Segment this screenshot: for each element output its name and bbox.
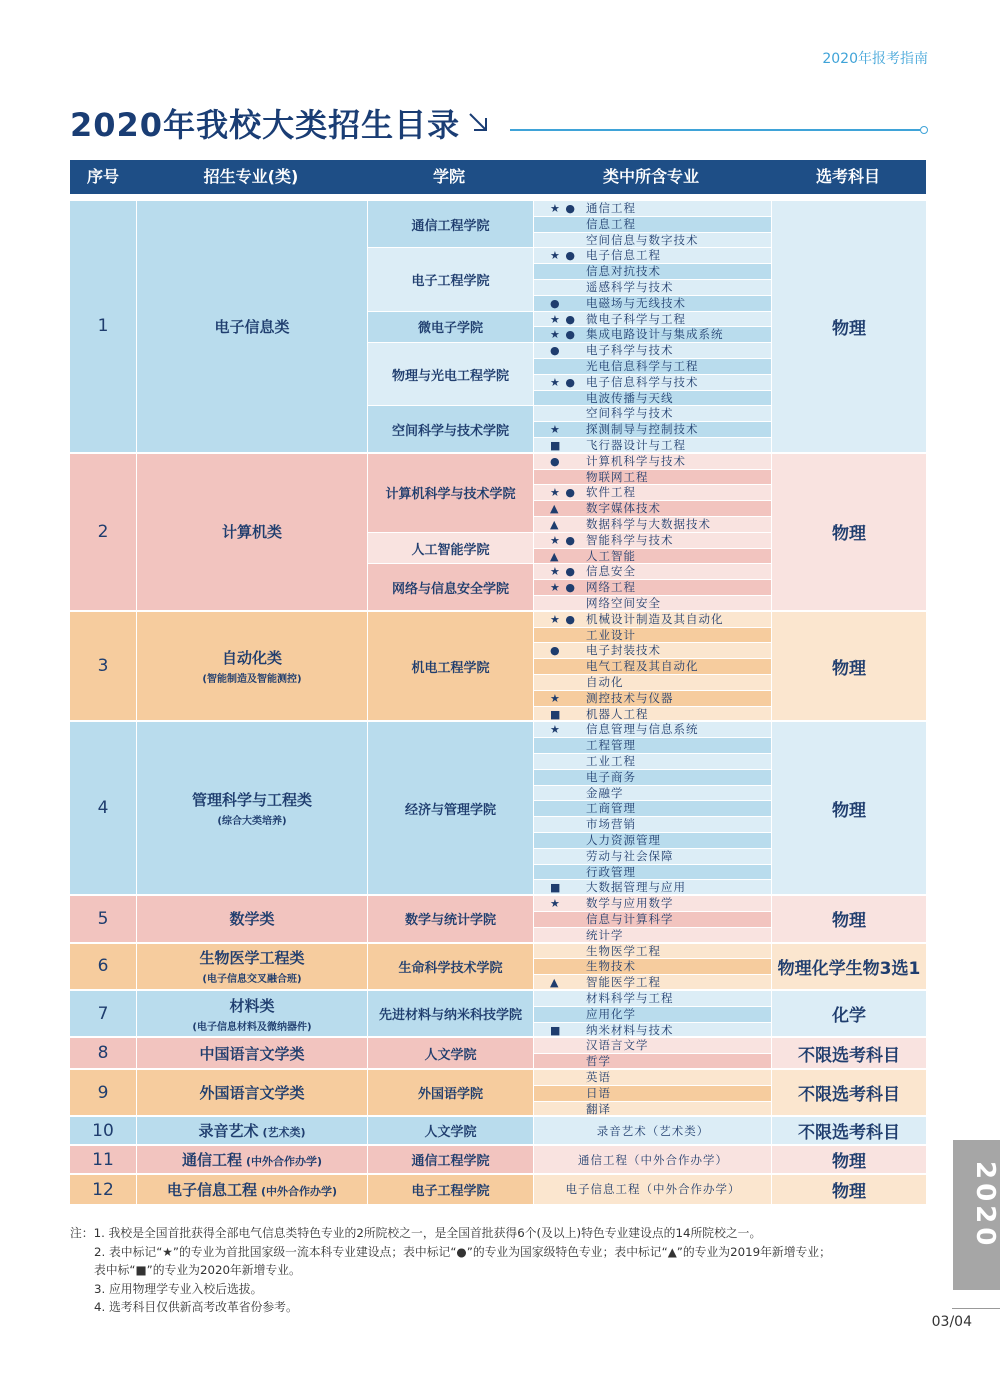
- college-cell: [368, 722, 533, 894]
- program-row: [534, 391, 771, 406]
- subject-text: 物理: [832, 1182, 866, 1203]
- program-row: [534, 438, 771, 452]
- program-mark: ▲: [550, 518, 560, 531]
- program-name: 探测制导与控制技术: [586, 422, 699, 437]
- program-name: 机器人工程: [586, 706, 649, 721]
- college-cell: [368, 201, 533, 247]
- program-mark: ★ ●: [550, 312, 576, 326]
- program-name: 劳动与社会保障: [586, 848, 674, 863]
- program-row: [534, 849, 771, 864]
- subject-text: 不限选考科目: [798, 1123, 900, 1144]
- program-row: [534, 928, 771, 942]
- program-row: [534, 343, 771, 358]
- program-row: [534, 786, 771, 801]
- college-name: 生命科学技术学院: [398, 960, 503, 976]
- program-row: [534, 675, 771, 690]
- college-name: 数学与统计学院: [404, 913, 496, 929]
- program-row: [534, 217, 771, 232]
- college-cell: [368, 454, 533, 532]
- program-name: 电子信息工程: [586, 248, 661, 263]
- program-row: [534, 1070, 771, 1085]
- program-row: [534, 612, 771, 627]
- program-mark: ▲: [550, 976, 560, 990]
- program-name: 生物医学工程: [586, 943, 661, 958]
- program-row: [534, 801, 771, 816]
- program-row: [534, 264, 771, 279]
- major-name-text: 录音艺术: [198, 1122, 259, 1141]
- college-name: 人文学院: [424, 1125, 477, 1141]
- program-name: 网络工程: [586, 580, 636, 595]
- program-row: [534, 1102, 771, 1116]
- program-mark: ★ ●: [550, 328, 576, 342]
- program-mark: ■: [550, 1023, 562, 1037]
- program-name: 金融学: [586, 785, 624, 800]
- program-mark: ●: [550, 344, 561, 358]
- program-name: 纳米材料与技术: [586, 1022, 674, 1037]
- major-name: 生物医学工程类: [199, 949, 305, 968]
- header-guide: 2020年报考指南: [822, 51, 928, 67]
- program-name: 智能医学工程: [586, 975, 661, 990]
- major-note: (电子信息交叉融合班): [202, 974, 302, 986]
- row-number: [70, 612, 136, 721]
- program-name: 人力资源管理: [586, 833, 661, 847]
- college-cell: [368, 991, 533, 1036]
- program-row: [534, 406, 771, 421]
- program-row: [534, 485, 771, 500]
- program-mark: ●: [550, 296, 561, 310]
- program-mark: ★: [550, 691, 561, 705]
- college-cell: [368, 564, 533, 609]
- program-name: 大数据管理与应用: [586, 880, 686, 895]
- college-cell: [368, 1175, 533, 1204]
- program-name: 电磁场与无线技术: [586, 295, 686, 310]
- major-cell: [137, 1117, 367, 1144]
- note-line: 4. 选考科目仅供新高考改革省份参考。: [94, 1300, 298, 1314]
- program-name: 空间科学与技术: [586, 406, 674, 421]
- major-name: 管理科学与工程类: [191, 791, 312, 810]
- subject-cell: [772, 944, 926, 989]
- program-name: 工业设计: [586, 627, 636, 642]
- title-rule: [510, 129, 920, 131]
- major-name: 自动化类: [221, 649, 282, 668]
- program-row: [534, 944, 771, 959]
- program-row: [534, 865, 771, 880]
- program-name: 网络空间安全: [586, 596, 661, 610]
- program-name: 数字媒体技术: [586, 501, 661, 516]
- program-row: [534, 501, 771, 516]
- program-mark: ★: [550, 423, 561, 437]
- row-number: [70, 896, 136, 941]
- program-name: 市场营销: [586, 817, 636, 832]
- major-name-text: 通信工程: [181, 1151, 242, 1170]
- major-note: (艺术类): [262, 1126, 306, 1140]
- college-name: 微电子学院: [417, 321, 483, 337]
- program-row: [534, 1175, 771, 1204]
- major-cell: [137, 1038, 367, 1068]
- college-cell: [368, 1070, 533, 1115]
- major-cell: [137, 612, 367, 721]
- program-name: 电气工程及其自动化: [586, 659, 699, 674]
- program-name: 材料科学与工程: [586, 991, 674, 1005]
- major-cell: [137, 722, 367, 894]
- row-number-text: 4: [97, 798, 109, 819]
- program-name: 飞行器设计与工程: [586, 438, 686, 452]
- subject-cell: [772, 454, 926, 610]
- program-mark: ★ ●: [550, 612, 576, 626]
- college-cell: [368, 312, 533, 343]
- program-name: 电子科学与技术: [586, 343, 674, 358]
- program-name: 工程管理: [586, 738, 636, 753]
- major-cell: [137, 201, 367, 452]
- major-name: 中国语言文学类: [199, 1044, 305, 1063]
- row-number-text: 5: [97, 908, 109, 929]
- program-row: [534, 1086, 771, 1101]
- row-number: [70, 201, 136, 452]
- program-name: 空间信息与数字技术: [586, 232, 699, 247]
- program-row: [534, 738, 771, 753]
- row-number-text: 7: [97, 1003, 109, 1024]
- program-row: [534, 880, 771, 894]
- program-row: [534, 312, 771, 327]
- major-name: 材料类: [229, 996, 275, 1015]
- title-rule-dot: [920, 126, 928, 134]
- program-row: [534, 643, 771, 658]
- subject-text: 物理: [832, 911, 866, 932]
- col-header-programs: 类中所含专业: [602, 167, 699, 186]
- subject-text: 物理: [832, 800, 866, 821]
- program-mark: ★ ●: [550, 533, 576, 547]
- college-cell: [368, 944, 533, 989]
- program-row: [534, 375, 771, 390]
- program-name: 计算机科学与技术: [586, 453, 686, 468]
- program-row: [534, 359, 771, 374]
- subject-cell: [772, 991, 926, 1036]
- row-number: [70, 454, 136, 610]
- college-name: 先进材料与纳米科技学院: [378, 1008, 522, 1024]
- program-name: 人工智能: [586, 548, 636, 563]
- program-name: 信息与计算科学: [586, 912, 674, 926]
- college-cell: [368, 896, 533, 941]
- program-row: [534, 564, 771, 579]
- subject-cell: [772, 1117, 926, 1144]
- program-name: 电子商务: [586, 769, 636, 784]
- arrow-down-right-icon: [464, 108, 492, 136]
- program-name: 统计学: [586, 927, 624, 942]
- college-cell: [368, 1117, 533, 1144]
- program-name: 信息安全: [586, 564, 636, 579]
- subject-text: 化学: [832, 1006, 866, 1027]
- major-note: (电子信息材料及微纳器件): [192, 1021, 312, 1033]
- subject-text: 物理化学生物3选1: [777, 958, 921, 979]
- subject-cell: [772, 1175, 926, 1204]
- program-row: [534, 912, 771, 927]
- program-name: 电波传播与天线: [586, 390, 674, 405]
- row-number: [70, 1175, 136, 1204]
- note-line: 3. 应用物理学专业入校后选拔。: [94, 1281, 263, 1296]
- program-name: 汉语言文学: [586, 1038, 649, 1053]
- college-cell: [368, 1146, 533, 1173]
- subject-text: 不限选考科目: [798, 1045, 900, 1066]
- program-name: 英语: [586, 1070, 611, 1084]
- program-name: 行政管理: [586, 864, 636, 879]
- program-name: 物联网工程: [586, 469, 649, 484]
- program-row: [534, 549, 771, 564]
- program-name: 智能科学与技术: [586, 532, 674, 547]
- major-note: (中外合作办学): [260, 1185, 338, 1199]
- college-name: 计算机科学与技术学院: [385, 487, 516, 503]
- major-cell: [137, 991, 367, 1036]
- program-row: [534, 280, 771, 295]
- college-name: 电子工程学院: [411, 273, 490, 289]
- major-name-text: 电子信息工程: [166, 1181, 257, 1200]
- program-row: [534, 770, 771, 785]
- row-number-text: 2: [97, 521, 109, 542]
- college-name: 通信工程学院: [411, 1154, 490, 1170]
- major-note: (综合大类培养): [217, 816, 287, 828]
- note-line: 2. 表中标记“★”的专业为首批国家级一流本科专业建设点；表中标记“●”的专业为国家级特色专业；表中标记“▲”的专业为2019年新增专业；: [94, 1244, 831, 1259]
- college-name: 电子工程学院: [411, 1184, 490, 1200]
- college-name: 机电工程学院: [411, 660, 490, 676]
- program-name: 数据科学与大数据技术: [586, 517, 711, 531]
- row-number: [70, 1117, 136, 1144]
- program-mark: ●: [550, 644, 561, 658]
- row-number-text: 8: [97, 1043, 109, 1064]
- row-number-text: 10: [92, 1120, 114, 1141]
- program-name: 集成电路设计与集成系统: [586, 327, 724, 342]
- subject-cell: [772, 722, 926, 894]
- college-cell: [368, 406, 533, 451]
- program-name: 电子封装技术: [586, 643, 661, 658]
- major-name: [182, 1149, 322, 1170]
- program-name: 光电信息科学与工程: [586, 359, 699, 373]
- program-name: 生物技术: [586, 959, 636, 974]
- program-mark: ▲: [550, 502, 560, 516]
- program-name: 工商管理: [586, 801, 636, 816]
- major-name: 数学类: [229, 910, 275, 929]
- program-mark: ★: [550, 723, 561, 737]
- row-number-text: 9: [97, 1082, 109, 1103]
- subject-text: 不限选考科目: [798, 1085, 900, 1106]
- row-number: [70, 1038, 136, 1068]
- program-name: 工业工程: [586, 754, 636, 768]
- note-line: 表中标“■”的专业为2020年新增专业。: [94, 1263, 301, 1277]
- subject-cell: [772, 1146, 926, 1173]
- program-name: 机械设计制造及其自动化: [586, 611, 724, 626]
- program-name: 信息工程: [586, 216, 636, 231]
- program-row: [534, 422, 771, 437]
- college-name: 人文学院: [424, 1047, 477, 1063]
- row-number-text: 11: [92, 1149, 114, 1170]
- program-mark: ★ ●: [550, 202, 576, 215]
- program-row: [534, 659, 771, 674]
- row-number-text: 6: [97, 956, 109, 977]
- program-row: [534, 1054, 771, 1068]
- program-row: [534, 1117, 771, 1144]
- subject-text: 物理: [832, 658, 866, 679]
- program-name: 电子信息工程（中外合作办学）: [565, 1182, 741, 1197]
- college-name: 人工智能学院: [411, 542, 490, 558]
- program-name: 通信工程（中外合作办学）: [578, 1153, 728, 1168]
- program-row: [534, 628, 771, 643]
- program-name: 哲学: [586, 1054, 611, 1069]
- program-name: 测控技术与仪器: [586, 690, 674, 705]
- table-header: [70, 160, 926, 194]
- major-cell: [137, 1146, 367, 1173]
- subject-text: 物理: [832, 318, 866, 339]
- college-cell: [368, 343, 533, 405]
- program-row: [534, 580, 771, 595]
- college-cell: [368, 533, 533, 564]
- program-row: [534, 470, 771, 485]
- program-mark: ★ ●: [550, 565, 576, 579]
- program-row: [534, 1023, 771, 1037]
- program-name: 自动化: [586, 675, 624, 689]
- program-row: [534, 707, 771, 721]
- program-row: [534, 691, 771, 706]
- major-cell: [137, 1175, 367, 1204]
- program-name: 翻译: [586, 1101, 611, 1116]
- col-header-no: 序号: [86, 167, 119, 186]
- program-row: [534, 817, 771, 832]
- notes: [70, 1224, 950, 1317]
- col-header-major: 招生专业(类): [203, 167, 299, 186]
- program-row: [534, 233, 771, 248]
- program-name: 遥感科学与技术: [586, 280, 674, 294]
- subject-cell: [772, 201, 926, 452]
- major-name: [198, 1120, 305, 1141]
- program-row: [534, 959, 771, 974]
- program-row: [534, 533, 771, 548]
- program-name: 数学与应用数学: [586, 896, 674, 911]
- col-header-subject: 选考科目: [815, 167, 880, 186]
- program-row: [534, 722, 771, 737]
- college-name: 外国语学院: [417, 1087, 483, 1103]
- program-row: [534, 596, 771, 610]
- program-row: [534, 327, 771, 342]
- subject-cell: [772, 1070, 926, 1115]
- college-cell: [368, 1038, 533, 1068]
- side-tab-label: 2020: [970, 1160, 1000, 1250]
- program-row: [534, 1146, 771, 1173]
- subject-cell: [772, 612, 926, 721]
- major-name: 外国语言文学类: [199, 1084, 305, 1103]
- college-cell: [368, 248, 533, 310]
- program-row: [534, 1007, 771, 1022]
- subject-cell: [772, 896, 926, 941]
- college-name: 空间科学与技术学院: [391, 423, 509, 439]
- program-name: 软件工程: [586, 485, 636, 500]
- page-number: 03/04: [931, 1314, 972, 1330]
- program-mark: ★ ●: [550, 581, 576, 595]
- major-cell: [137, 896, 367, 941]
- program-name: 录音艺术（艺术类）: [596, 1124, 710, 1139]
- major-name: [167, 1179, 337, 1200]
- program-row: [534, 517, 771, 532]
- major-note: (中外合作办学): [245, 1155, 323, 1169]
- major-name: 电子信息类: [214, 317, 290, 336]
- program-mark: ★ ●: [550, 375, 576, 389]
- major-cell: [137, 454, 367, 610]
- row-number: [70, 944, 136, 989]
- program-mark: ●: [550, 454, 561, 468]
- program-row: [534, 896, 771, 911]
- program-row: [534, 1038, 771, 1053]
- row-number: [70, 991, 136, 1036]
- row-number: [70, 1070, 136, 1115]
- program-mark: ▲: [550, 549, 560, 563]
- page-title: 2020年我校大类招生目录: [70, 106, 461, 144]
- program-row: [534, 454, 771, 469]
- page-number-rule: [952, 1308, 1000, 1309]
- major-cell: [137, 944, 367, 989]
- program-name: 信息对抗技术: [586, 264, 661, 279]
- subject-text: 物理: [832, 1152, 866, 1173]
- subject-cell: [772, 1038, 926, 1068]
- row-number: [70, 1146, 136, 1173]
- program-row: [534, 833, 771, 848]
- program-mark: ★ ●: [550, 486, 576, 500]
- program-name: 微电子科学与工程: [586, 311, 686, 326]
- program-name: 应用化学: [586, 1006, 636, 1021]
- row-number: [70, 722, 136, 894]
- major-note: (智能制造及智能测控): [202, 674, 302, 686]
- col-header-college: 学院: [432, 167, 465, 186]
- program-name: 日语: [586, 1085, 611, 1100]
- college-name: 网络与信息安全学院: [391, 581, 509, 597]
- college-name: 物理与光电工程学院: [391, 368, 509, 384]
- note-line: 注：1. 我校是全国首批获得全部电气信息类特色专业的2所院校之一，是全国首批获得6个(及以上)特色专业建设点的14所院校之一。: [70, 1226, 762, 1240]
- program-mark: ■: [550, 439, 562, 452]
- row-number-text: 1: [97, 316, 109, 337]
- program-row: [534, 754, 771, 769]
- program-name: 电子信息科学与技术: [586, 374, 699, 389]
- program-name: 信息管理与信息系统: [586, 722, 699, 737]
- college-name: 经济与管理学院: [404, 802, 496, 818]
- program-mark: ■: [550, 707, 562, 721]
- college-name: 通信工程学院: [411, 218, 490, 234]
- program-row: [534, 975, 771, 989]
- program-row: [534, 201, 771, 216]
- program-row: [534, 296, 771, 311]
- college-cell: [368, 612, 533, 721]
- program-name: 通信工程: [586, 201, 636, 215]
- program-row: [534, 991, 771, 1006]
- major-name: 计算机类: [221, 523, 282, 542]
- program-mark: ■: [550, 881, 562, 895]
- program-row: [534, 248, 771, 263]
- subject-text: 物理: [832, 524, 866, 545]
- row-number-text: 3: [97, 656, 109, 677]
- program-mark: ★ ●: [550, 249, 576, 263]
- row-number-text: 12: [92, 1179, 114, 1200]
- program-mark: ★: [550, 897, 561, 911]
- major-cell: [137, 1070, 367, 1115]
